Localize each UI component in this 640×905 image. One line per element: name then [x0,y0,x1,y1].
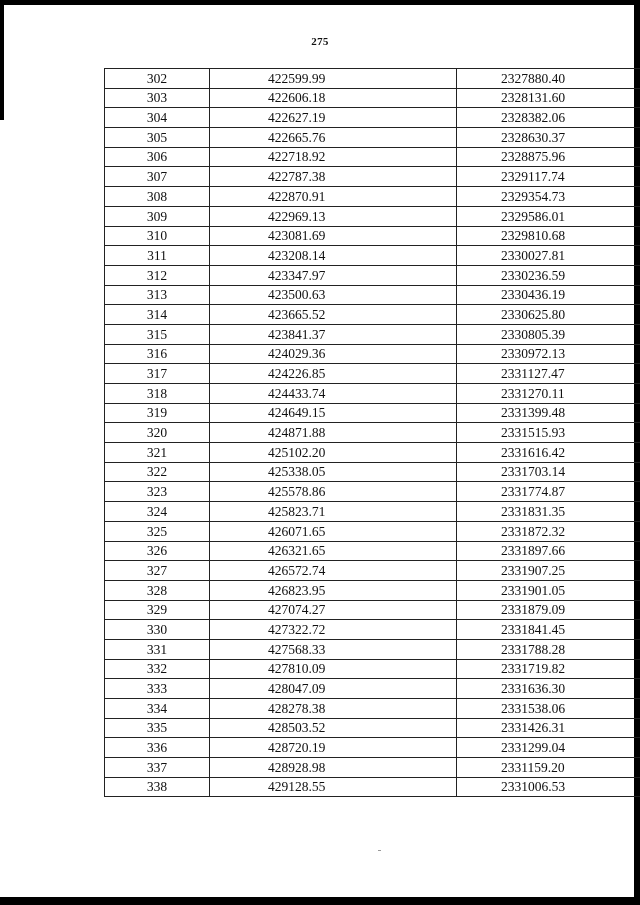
y-coordinate-cell: 2330625.80 [457,305,640,325]
table-row [105,147,640,167]
point-id-cell: 308 [105,187,210,207]
point-id-cell: 322 [105,462,210,482]
x-coordinate-cell: 423208.14 [210,246,457,266]
table-row [105,88,640,108]
x-coordinate-cell: 426823.95 [210,580,457,600]
x-coordinate-cell: 424871.88 [210,423,457,443]
y-coordinate-cell: 2331897.66 [457,541,640,561]
y-coordinate-cell: 2331616.42 [457,443,640,463]
table-row [105,462,640,482]
scan-edge-bottom-left [0,901,130,905]
table-row [105,659,640,679]
y-coordinate-cell: 2331270.11 [457,384,640,404]
table-row [105,206,640,226]
y-coordinate-cell: 2331426.31 [457,718,640,738]
point-id-cell: 310 [105,226,210,246]
table-row [105,128,640,148]
table-row [105,344,640,364]
y-coordinate-cell: 2331719.82 [457,659,640,679]
y-coordinate-cell: 2327880.40 [457,69,640,89]
table-row [105,679,640,699]
point-id-cell: 335 [105,718,210,738]
point-id-cell: 331 [105,639,210,659]
x-coordinate-cell: 427568.33 [210,639,457,659]
point-id-cell: 327 [105,561,210,581]
x-coordinate-cell: 424029.36 [210,344,457,364]
x-coordinate-cell: 423665.52 [210,305,457,325]
y-coordinate-cell: 2331879.09 [457,600,640,620]
table-row [105,305,640,325]
table-row [105,620,640,640]
point-id-cell: 323 [105,482,210,502]
table-row [105,187,640,207]
table-row [105,718,640,738]
table-row [105,423,640,443]
coordinates-table-container [104,68,566,797]
point-id-cell: 328 [105,580,210,600]
x-coordinate-cell: 422969.13 [210,206,457,226]
y-coordinate-cell: 2331006.53 [457,777,640,797]
table-row [105,639,640,659]
table-row [105,384,640,404]
scan-speck [378,850,381,851]
y-coordinate-cell: 2331127.47 [457,364,640,384]
y-coordinate-cell: 2330027.81 [457,246,640,266]
page-number: 275 [311,36,329,48]
x-coordinate-cell: 424433.74 [210,384,457,404]
point-id-cell: 307 [105,167,210,187]
table-row [105,482,640,502]
x-coordinate-cell: 422718.92 [210,147,457,167]
y-coordinate-cell: 2329117.74 [457,167,640,187]
y-coordinate-cell: 2329810.68 [457,226,640,246]
point-id-cell: 305 [105,128,210,148]
x-coordinate-cell: 422665.76 [210,128,457,148]
y-coordinate-cell: 2330236.59 [457,265,640,285]
point-id-cell: 318 [105,384,210,404]
point-id-cell: 317 [105,364,210,384]
point-id-cell: 309 [105,206,210,226]
x-coordinate-cell: 428503.52 [210,718,457,738]
x-coordinate-cell: 423500.63 [210,285,457,305]
y-coordinate-cell: 2329354.73 [457,187,640,207]
table-row [105,738,640,758]
point-id-cell: 334 [105,699,210,719]
x-coordinate-cell: 428720.19 [210,738,457,758]
y-coordinate-cell: 2331872.32 [457,521,640,541]
y-coordinate-cell: 2328630.37 [457,128,640,148]
point-id-cell: 326 [105,541,210,561]
point-id-cell: 319 [105,403,210,423]
table-row [105,443,640,463]
x-coordinate-cell: 422870.91 [210,187,457,207]
point-id-cell: 302 [105,69,210,89]
x-coordinate-cell: 422627.19 [210,108,457,128]
y-coordinate-cell: 2328382.06 [457,108,640,128]
x-coordinate-cell: 427322.72 [210,620,457,640]
point-id-cell: 314 [105,305,210,325]
table-row [105,246,640,266]
y-coordinate-cell: 2330972.13 [457,344,640,364]
point-id-cell: 324 [105,502,210,522]
scan-edge-top [0,0,640,5]
point-id-cell: 336 [105,738,210,758]
table-row [105,777,640,797]
table-row [105,561,640,581]
point-id-cell: 320 [105,423,210,443]
point-id-cell: 303 [105,88,210,108]
table-row [105,699,640,719]
y-coordinate-cell: 2328875.96 [457,147,640,167]
x-coordinate-cell: 422787.38 [210,167,457,187]
x-coordinate-cell: 428278.38 [210,699,457,719]
y-coordinate-cell: 2331788.28 [457,639,640,659]
point-id-cell: 321 [105,443,210,463]
x-coordinate-cell: 426321.65 [210,541,457,561]
table-row [105,502,640,522]
point-id-cell: 304 [105,108,210,128]
x-coordinate-cell: 423841.37 [210,324,457,344]
coordinates-table-body [105,69,640,797]
y-coordinate-cell: 2331399.48 [457,403,640,423]
x-coordinate-cell: 423347.97 [210,265,457,285]
point-id-cell: 316 [105,344,210,364]
y-coordinate-cell: 2331636.30 [457,679,640,699]
y-coordinate-cell: 2331538.06 [457,699,640,719]
table-row [105,324,640,344]
table-row [105,364,640,384]
x-coordinate-cell: 424649.15 [210,403,457,423]
point-id-cell: 330 [105,620,210,640]
point-id-cell: 313 [105,285,210,305]
x-coordinate-cell: 427074.27 [210,600,457,620]
point-id-cell: 315 [105,324,210,344]
table-row [105,600,640,620]
x-coordinate-cell: 425338.05 [210,462,457,482]
y-coordinate-cell: 2331159.20 [457,758,640,778]
x-coordinate-cell: 426071.65 [210,521,457,541]
y-coordinate-cell: 2330436.19 [457,285,640,305]
table-row [105,69,640,89]
point-id-cell: 329 [105,600,210,620]
point-id-cell: 333 [105,679,210,699]
y-coordinate-cell: 2331901.05 [457,580,640,600]
y-coordinate-cell: 2330805.39 [457,324,640,344]
x-coordinate-cell: 423081.69 [210,226,457,246]
y-coordinate-cell: 2331774.87 [457,482,640,502]
point-id-cell: 325 [105,521,210,541]
scan-edge-left [0,0,4,120]
table-row [105,108,640,128]
coordinates-table [104,68,640,797]
y-coordinate-cell: 2331907.25 [457,561,640,581]
table-row [105,167,640,187]
point-id-cell: 311 [105,246,210,266]
table-row [105,758,640,778]
x-coordinate-cell: 428928.98 [210,758,457,778]
x-coordinate-cell: 428047.09 [210,679,457,699]
table-row [105,580,640,600]
x-coordinate-cell: 422606.18 [210,88,457,108]
table-row [105,403,640,423]
table-row [105,541,640,561]
x-coordinate-cell: 425823.71 [210,502,457,522]
y-coordinate-cell: 2331831.35 [457,502,640,522]
y-coordinate-cell: 2329586.01 [457,206,640,226]
x-coordinate-cell: 425102.20 [210,443,457,463]
y-coordinate-cell: 2331703.14 [457,462,640,482]
x-coordinate-cell: 429128.55 [210,777,457,797]
table-row [105,285,640,305]
y-coordinate-cell: 2331299.04 [457,738,640,758]
x-coordinate-cell: 425578.86 [210,482,457,502]
table-row [105,226,640,246]
x-coordinate-cell: 422599.99 [210,69,457,89]
y-coordinate-cell: 2331841.45 [457,620,640,640]
point-id-cell: 337 [105,758,210,778]
table-row [105,265,640,285]
point-id-cell: 312 [105,265,210,285]
point-id-cell: 332 [105,659,210,679]
x-coordinate-cell: 426572.74 [210,561,457,581]
point-id-cell: 306 [105,147,210,167]
y-coordinate-cell: 2328131.60 [457,88,640,108]
table-row [105,521,640,541]
x-coordinate-cell: 424226.85 [210,364,457,384]
x-coordinate-cell: 427810.09 [210,659,457,679]
y-coordinate-cell: 2331515.93 [457,423,640,443]
point-id-cell: 338 [105,777,210,797]
